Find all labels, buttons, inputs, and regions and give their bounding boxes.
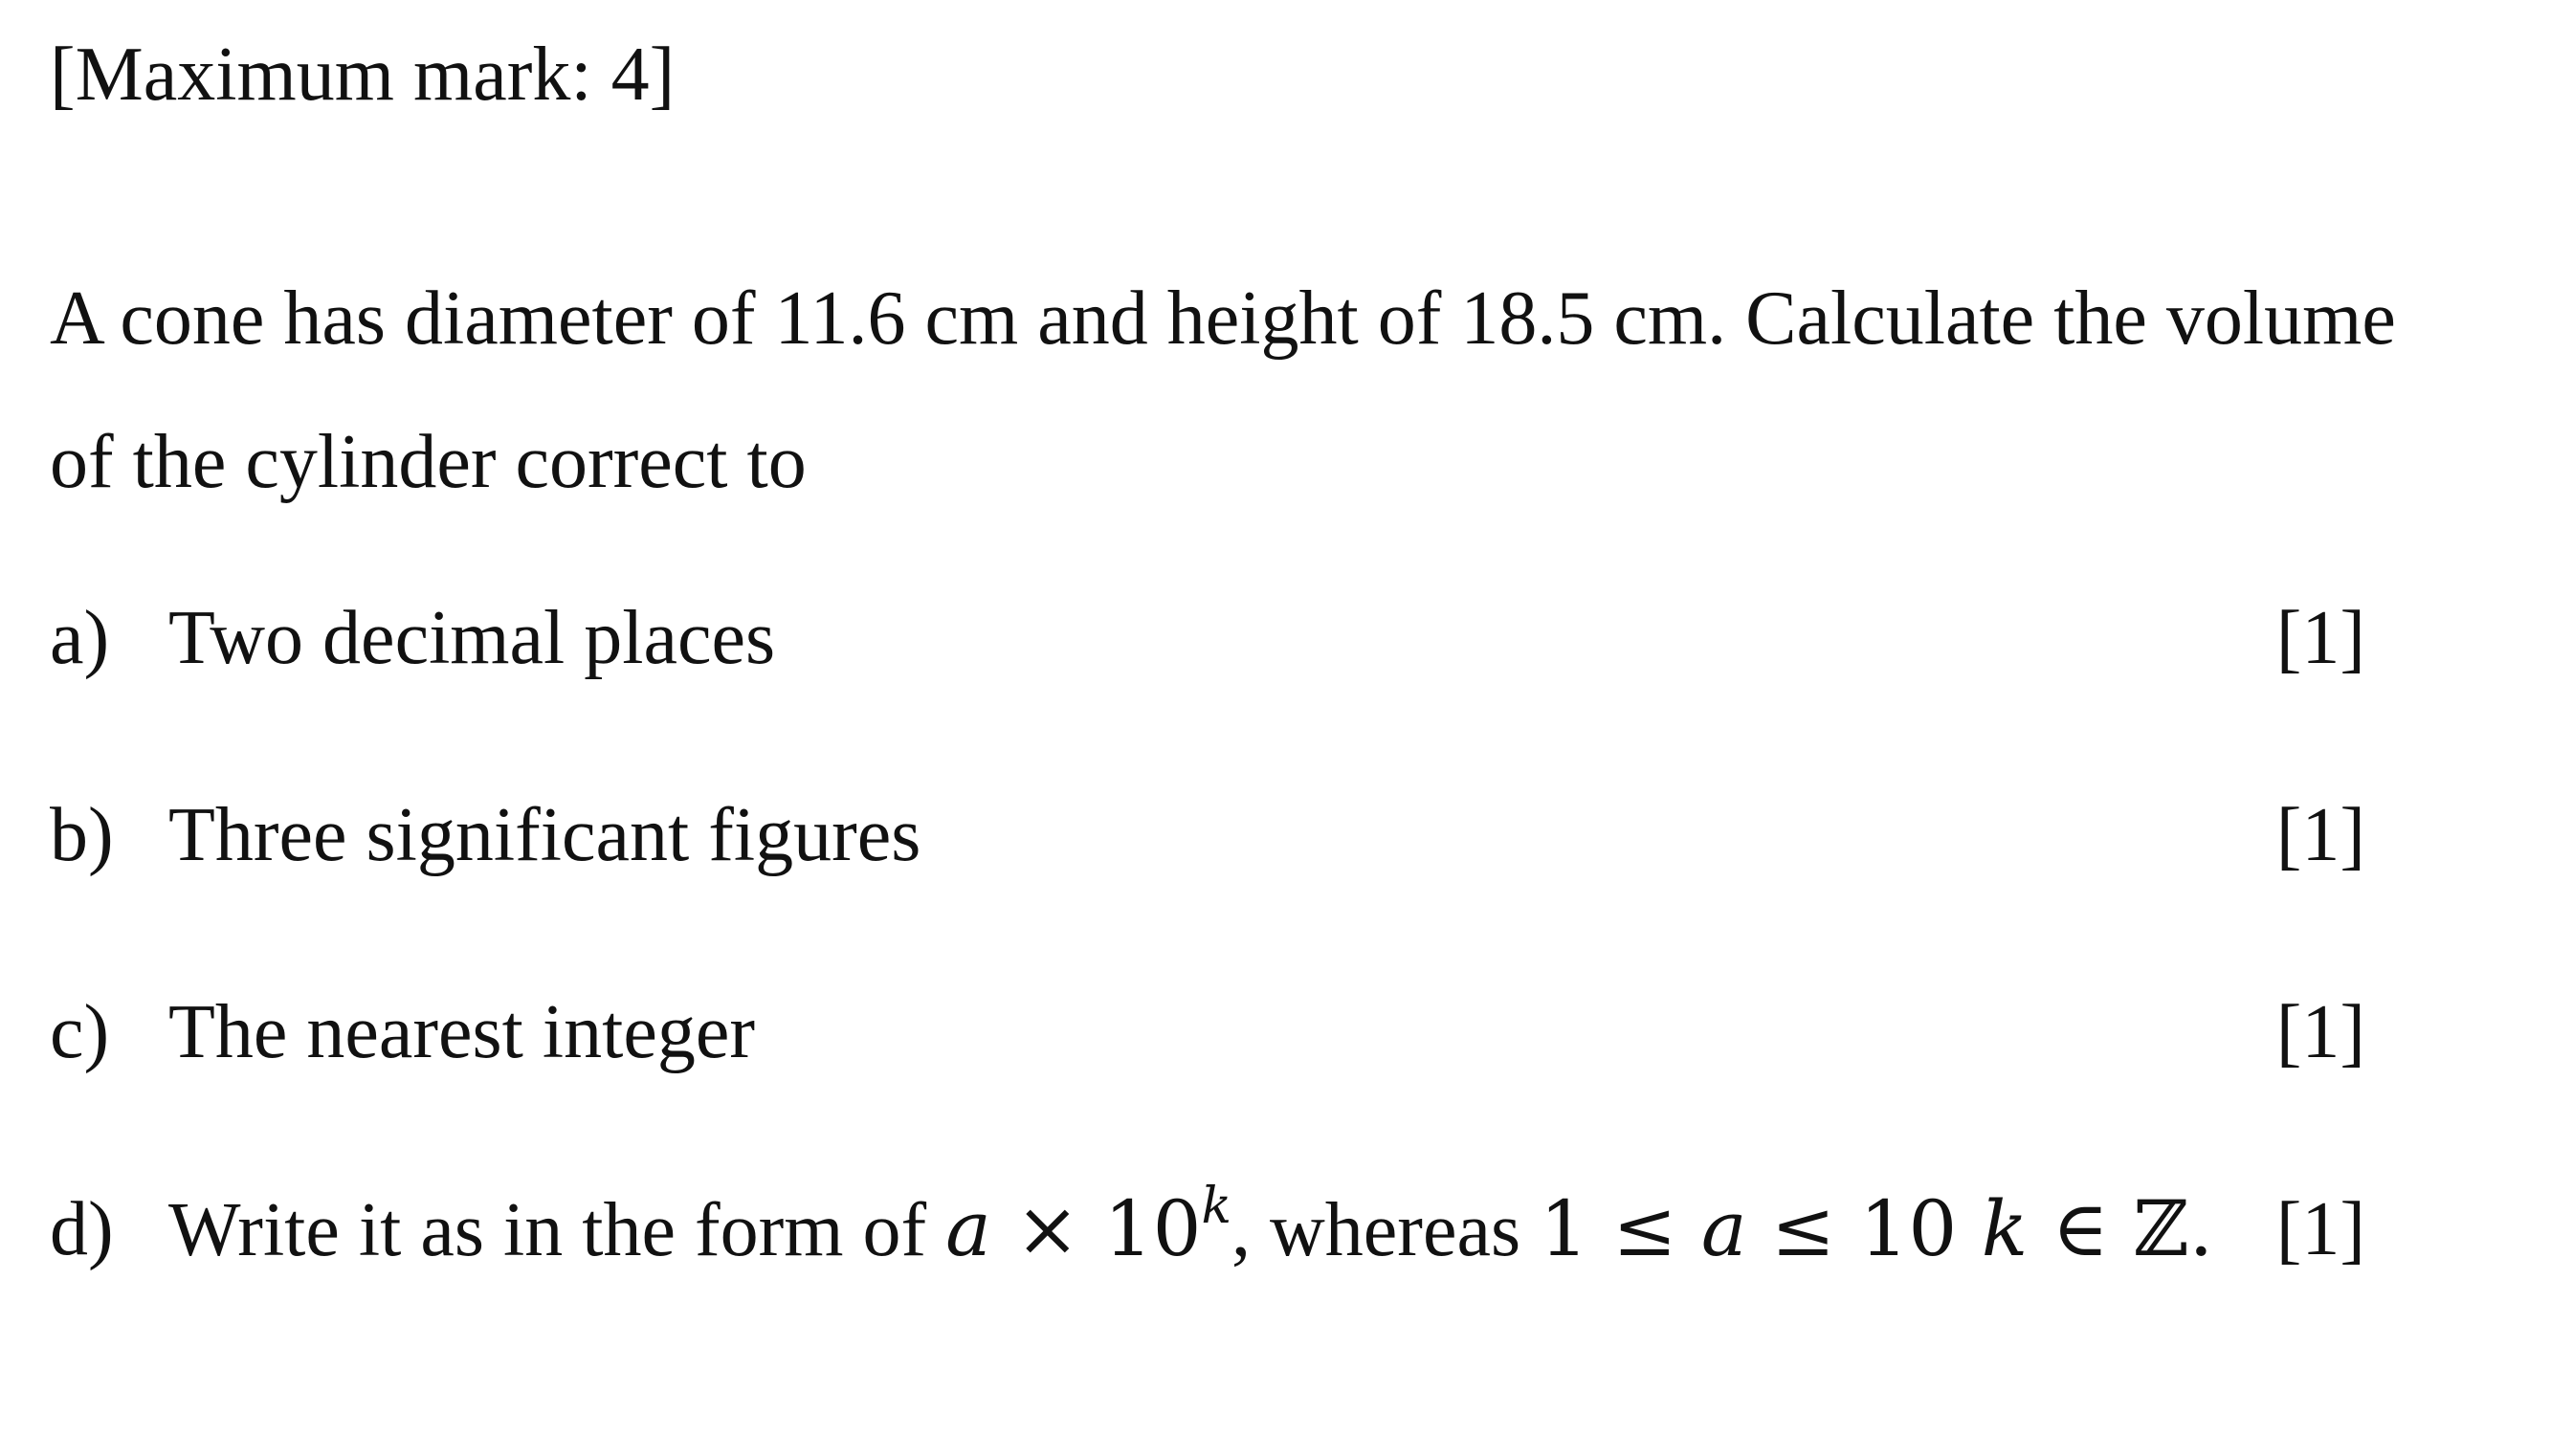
part-d-mark: [1]: [2275, 1187, 2365, 1271]
part-b-text: Three significant figures: [168, 793, 921, 877]
math-times-ten: × 10: [990, 1184, 1202, 1273]
question-stem-line-2: of the cylinder correct to: [50, 420, 807, 504]
part-c-label: c): [50, 990, 110, 1074]
maximum-mark: [Maximum mark: 4]: [50, 33, 676, 117]
part-b-mark: [1]: [2275, 793, 2365, 877]
math-variable-a: a: [945, 1184, 991, 1273]
math-set-membership: ∈ ℤ.: [2028, 1184, 2214, 1273]
part-b-label: b): [50, 793, 114, 877]
math-inequality-left: 1 ≤: [1540, 1184, 1701, 1273]
part-c-mark: [1]: [2275, 990, 2365, 1074]
part-a-label: a): [50, 596, 110, 680]
math-variable-k: k: [1981, 1184, 2029, 1273]
part-a: [50, 585, 2365, 691]
part-d-text: [168, 1177, 2213, 1283]
part-d-text-before: Write it as in the form of: [168, 1188, 946, 1272]
part-d-label: d): [50, 1187, 114, 1271]
part-d-text-mid: , whereas: [1231, 1188, 1541, 1272]
part-a-mark: [1]: [2275, 596, 2365, 680]
part-c: [50, 980, 2365, 1085]
part-b: [50, 783, 2365, 888]
question-stem-line-1: A cone has diameter of 11.6 cm and height of 18.5 cm. Calculate the volume: [50, 276, 2396, 361]
part-d: [50, 1177, 2365, 1282]
math-inequality-a: a: [1700, 1184, 1747, 1273]
question-stem: [50, 247, 2538, 534]
part-c-text: The nearest integer: [168, 990, 756, 1074]
part-a-text: Two decimal places: [168, 596, 776, 680]
math-inequality-right: ≤ 10: [1746, 1184, 1982, 1273]
math-exponent-k: k: [1201, 1178, 1232, 1236]
